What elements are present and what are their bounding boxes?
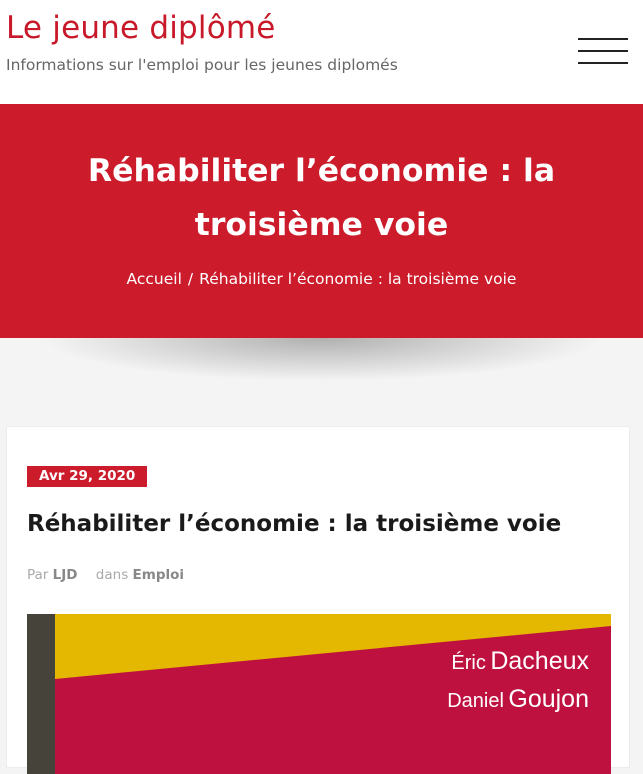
page-title: Réhabiliter l’économie : la troisième voie (87, 153, 556, 243)
site-header (0, 0, 643, 104)
cover-spine (27, 614, 55, 774)
breadcrumb-separator: / (187, 270, 194, 288)
breadcrumb-current: Réhabiliter l’économie : la troisième voie (199, 270, 517, 288)
site-tagline: Informations sur l'emploi pour les jeunes diplomés (6, 56, 398, 74)
post-date-badge[interactable]: Avr 29, 2020 (27, 466, 147, 487)
meta-in-label: dans (95, 567, 129, 583)
post-author-link[interactable]: LJD (52, 567, 78, 583)
cover-author (447, 682, 589, 720)
breadcrumb (0, 270, 643, 288)
cover-author-last-name: Dacheux (490, 647, 589, 675)
page-hero (0, 104, 643, 338)
hamburger-icon-line-middle (578, 50, 628, 52)
cover-author-first-name: Éric (451, 652, 486, 674)
post-meta (27, 567, 184, 583)
post-card (6, 426, 630, 768)
site-title-link[interactable]: Le jeune diplômé (6, 10, 276, 46)
post-title[interactable]: Réhabiliter l’économie : la troisième voie (27, 511, 562, 537)
cover-authors (447, 644, 589, 720)
cover-author-first-name: Daniel (447, 690, 504, 712)
hamburger-icon-line-top (578, 38, 628, 40)
hamburger-icon-line-bottom (578, 62, 628, 64)
cover-author-last-name: Goujon (508, 685, 589, 713)
post-category-link[interactable]: Emploi (132, 567, 185, 583)
meta-by-label: Par (27, 567, 49, 583)
breadcrumb-home-link[interactable]: Accueil (126, 270, 182, 288)
menu-toggle-button[interactable] (576, 36, 630, 66)
hero-shadow (0, 338, 643, 398)
post-cover-image[interactable] (27, 614, 611, 774)
cover-author (447, 644, 589, 682)
